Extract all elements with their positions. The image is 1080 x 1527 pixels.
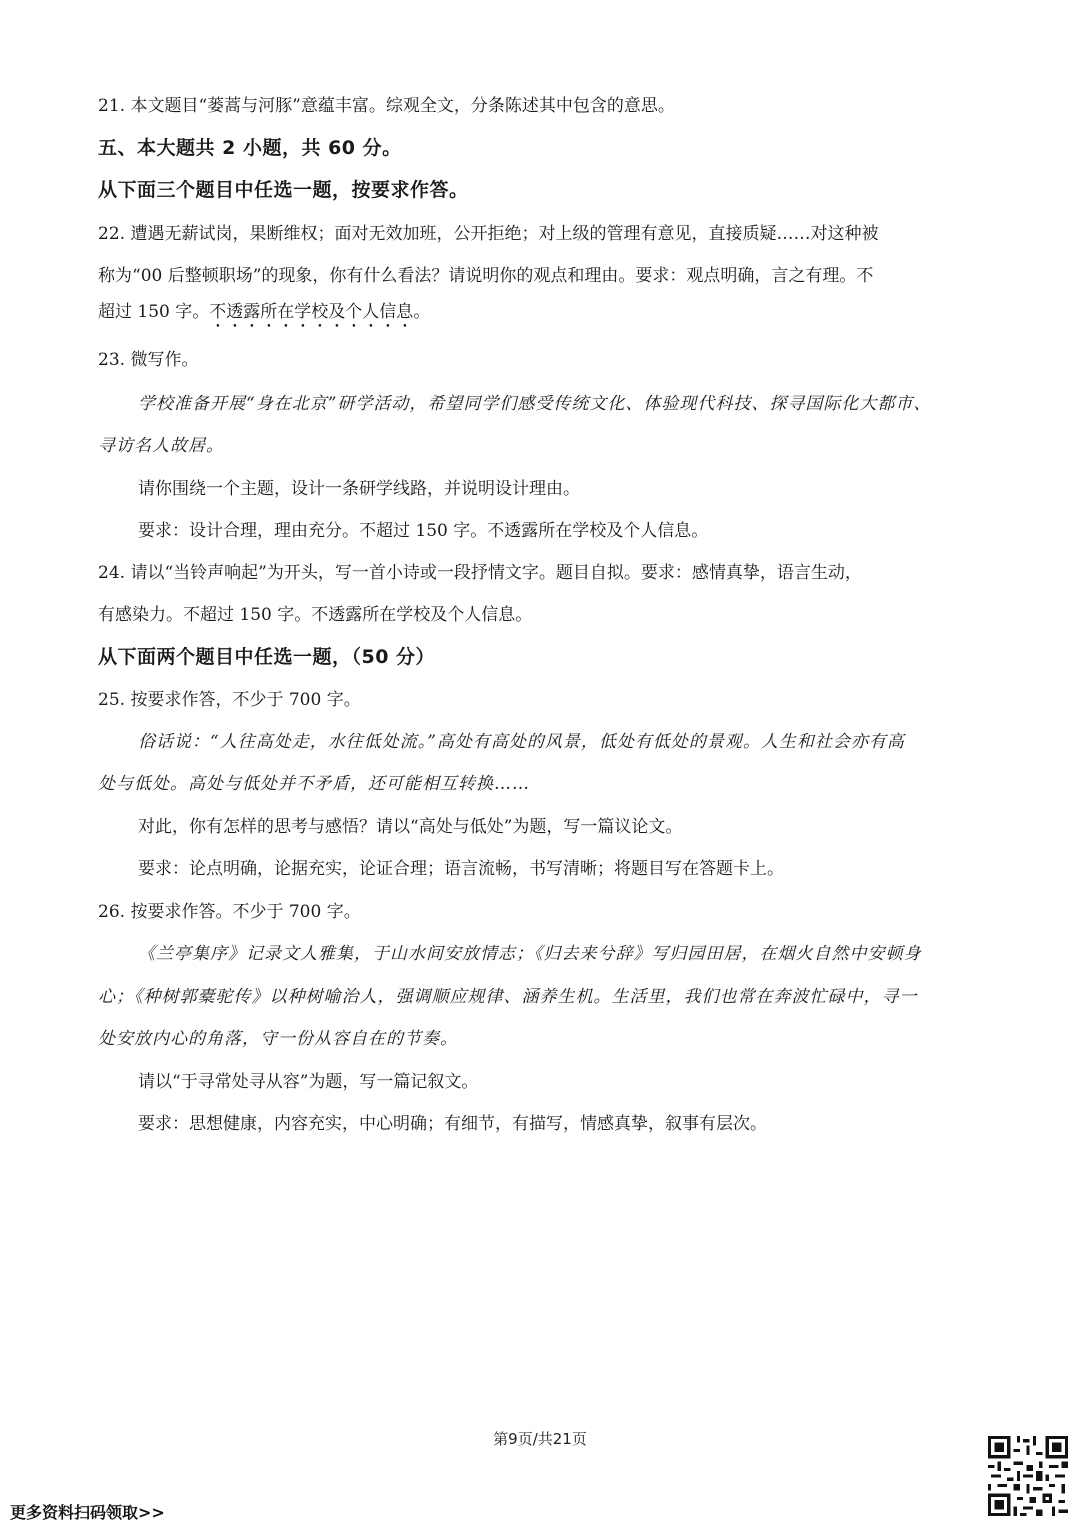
- choose-two-instruction: 从下面两个题目中任选一题，（50 分）: [98, 646, 436, 668]
- choose-three-instruction: 从下面三个题目中任选一题，按要求作答。: [98, 179, 469, 201]
- question-24-line1: 24. 请以“当铃声响起”为开头，写一首小诗或一段抒情文字。题目自拟。要求：感情真挚，语言生动，: [98, 563, 862, 583]
- question-22-line1: 22. 遭遇无薪试岗，果断维权；面对无效加班，公开拒绝；对上级的管理有意见，直接质疑……对这种被: [98, 224, 879, 244]
- question-22-line2: 称为“00 后整顿职场”的现象，你有什么看法？请说明你的观点和理由。要求：观点明确，言之有理。不: [98, 266, 874, 286]
- question-26-title: 26. 按要求作答。不少于 700 字。: [98, 902, 361, 922]
- question-23-prompt-line1: 学校准备开展“身在北京”研学活动，希望同学们感受传统文化、体验现代科技、探寻国际化大都市、: [138, 394, 932, 414]
- question-26-task: 请以“于寻常处寻从容”为题，写一篇记叙文。: [138, 1072, 479, 1092]
- question-25-task: 对此，你有怎样的思考与感悟？请以“高处与低处”为题，写一篇议论文。: [138, 817, 683, 837]
- question-22-emphasis: 不透露所在学校及个人信息。: [209, 302, 431, 322]
- qr-code-icon[interactable]: [988, 1436, 1068, 1516]
- section-5-title: 五、本大题共 2 小题，共 60 分。: [98, 137, 402, 159]
- question-25-requirements: 要求：论点明确，论据充实，论证合理；语言流畅，书写清晰；将题目写在答题卡上。: [138, 859, 784, 879]
- page-number: 第9页/共21页: [493, 1430, 587, 1448]
- question-21: 21. 本文题目“蒌蒿与河豚”意蕴丰富。综观全文，分条陈述其中包含的意思。: [98, 96, 675, 116]
- question-26-requirements: 要求：思想健康，内容充实，中心明确；有细节，有描写，情感真挚，叙事有层次。: [138, 1114, 767, 1134]
- question-23-requirements: 要求：设计合理，理由充分。不超过 150 字。不透露所在学校及个人信息。: [138, 521, 709, 541]
- question-23-task: 请你围绕一个主题，设计一条研学线路，并说明设计理由。: [138, 479, 580, 499]
- question-22-line3: [98, 300, 990, 332]
- question-25-prompt-line2: 处与低处。高处与低处并不矛盾，还可能相互转换……: [98, 774, 530, 794]
- question-26-prompt-line3: 处安放内心的角落，守一份从容自在的节奏。: [98, 1029, 458, 1049]
- question-22-limit: 超过 150 字。: [98, 302, 210, 322]
- question-24-line2: 有感染力。不超过 150 字。不透露所在学校及个人信息。: [98, 605, 533, 625]
- question-26-prompt-line2: 心；《种树郭橐驼传》以种树喻治人，强调顺应规律、涵养生机。生活里，我们也常在奔波忙碌中，寻一: [98, 987, 918, 1007]
- question-25-prompt-line1: 俗话说：“人往高处走，水往低处流。”高处有高处的风景，低处有低处的景观。人生和社会亦有高: [138, 732, 905, 752]
- question-23-title: 23. 微写作。: [98, 350, 199, 370]
- question-23-prompt-line2: 寻访名人故居。: [98, 436, 224, 456]
- question-25-title: 25. 按要求作答，不少于 700 字。: [98, 690, 361, 710]
- more-materials-link[interactable]: 更多资料扫码领取>>: [10, 1503, 165, 1522]
- question-26-prompt-line1: 《兰亭集序》记录文人雅集，于山水间安放情志；《归去来兮辞》写归园田居，在烟火自然中安顿身: [138, 944, 922, 964]
